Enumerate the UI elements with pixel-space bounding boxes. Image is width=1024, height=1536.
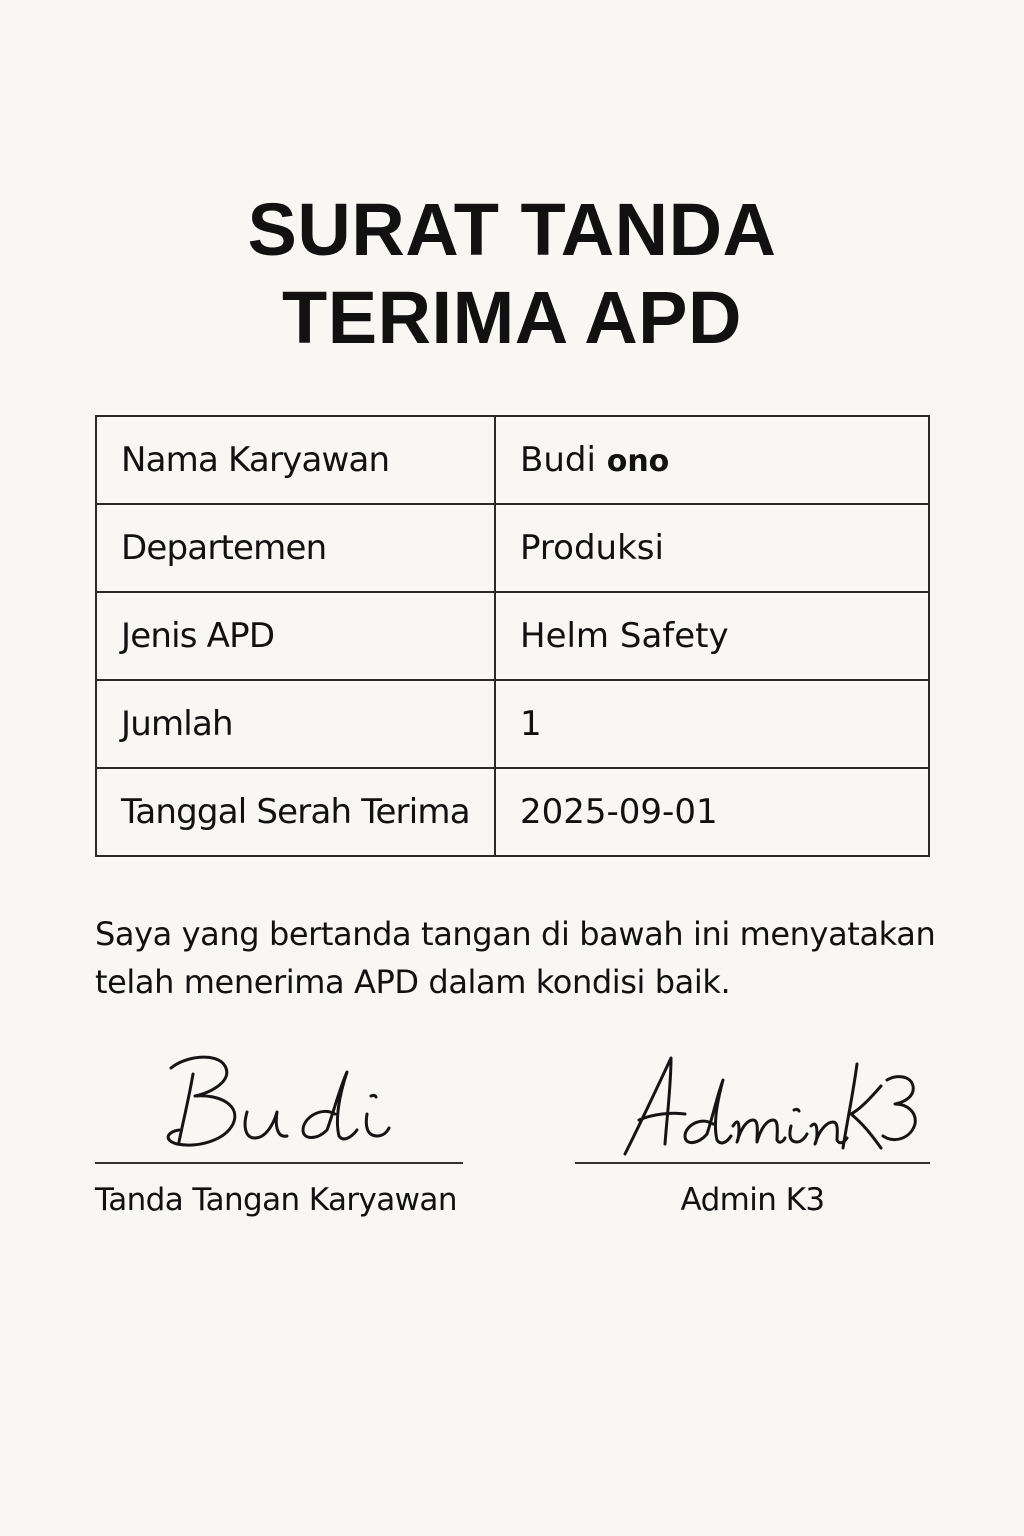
- document-title: [0, 186, 1024, 362]
- ppe-type-label: Jenis APD: [96, 592, 495, 680]
- title-line-2: TERIMA APD: [282, 276, 742, 359]
- employee-signature: [95, 1040, 463, 1162]
- table-row-employee-name: [96, 416, 929, 504]
- title-line-1: SURAT TANDA: [247, 188, 777, 271]
- admin-signature-caption: Admin K3: [680, 1182, 825, 1218]
- department-value: Produksi: [495, 504, 929, 592]
- ppe-type-value: Helm Safety: [495, 592, 929, 680]
- table-row-handover-date: [96, 768, 929, 856]
- details-table: [95, 415, 930, 857]
- employee-name-value: [495, 416, 929, 504]
- employee-name-value-main: Budi: [520, 440, 596, 480]
- admin-signature-block: [575, 1040, 930, 1218]
- table-row-ppe-type: [96, 592, 929, 680]
- employee-signature-line: [95, 1162, 463, 1164]
- employee-name-label: Nama Karyawan: [96, 416, 495, 504]
- department-label: Departemen: [96, 504, 495, 592]
- employee-name-value-suffix: ono: [606, 444, 670, 479]
- table-row-department: [96, 504, 929, 592]
- handover-date-value: 2025-09-01: [495, 768, 929, 856]
- quantity-label: Jumlah: [96, 680, 495, 768]
- employee-signature-block: [95, 1040, 463, 1218]
- admin-signature-line: [575, 1162, 930, 1164]
- handover-date-label: Tanggal Serah Terima: [96, 768, 495, 856]
- quantity-value: 1: [495, 680, 929, 768]
- admin-signature: [575, 1040, 930, 1162]
- acceptance-statement: Saya yang bertanda tangan di bawah ini menyatakan telah menerima APD dalam kondisi baik.: [95, 915, 936, 1001]
- employee-signature-caption: Tanda Tangan Karyawan: [95, 1182, 457, 1218]
- table-row-quantity: [96, 680, 929, 768]
